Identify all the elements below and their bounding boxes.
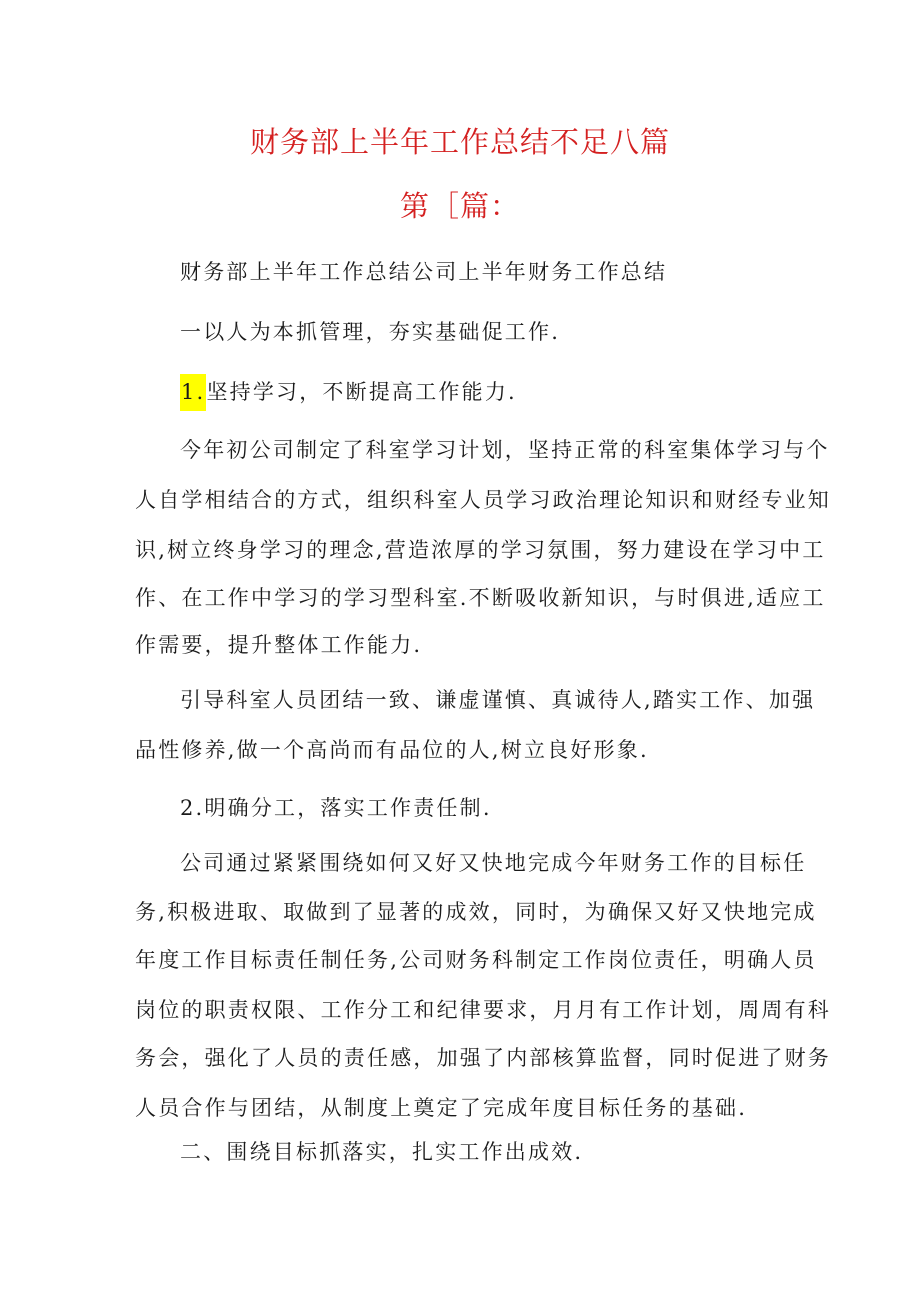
paragraph-line: 作需要，提升整体工作能力. <box>135 633 423 657</box>
paragraph-line: 年度工作目标责任制任务,公司财务科制定工作岗位责任，明确人员 <box>135 948 817 972</box>
paragraph-line: 作、在工作中学习的学习型科室.不断吸收新知识，与时俱进,适应工 <box>135 586 826 610</box>
numbered-heading-text: 坚持学习，不断提高工作能力. <box>206 380 517 404</box>
paragraph-line: 引导科室人员团结一致、谦虚谨慎、真诚待人,踏实工作、加强 <box>180 688 816 712</box>
section-heading-two: 二、围绕目标抓落实，扎实工作出成效. <box>180 1140 584 1164</box>
paragraph-line: 务,积极进取、取做到了显著的成效，同时，为确保又好又快地完成 <box>135 900 817 924</box>
paragraph-line: 岗位的职责权限、工作分工和纪律要求，月月有工作计划，周周有科 <box>135 998 831 1022</box>
paragraph-line: 识,树立终身学习的理念,营造浓厚的学习氛围，努力建设在学习中工 <box>135 538 826 562</box>
paragraph-line: 财务部上半年工作总结公司上半年财务工作总结 <box>180 260 668 284</box>
numbered-heading-one <box>180 382 517 403</box>
document-subtitle: 第［篇： <box>399 189 520 223</box>
numbered-heading-two: 2.明确分工，落实工作责任制. <box>180 796 492 820</box>
paragraph-line: 人员合作与团结，从制度上奠定了完成年度目标任务的基础. <box>135 1096 748 1120</box>
paragraph-line: 今年初公司制定了科室学习计划，坚持正常的科室集体学习与个 <box>180 438 830 462</box>
highlighted-number: 1. <box>180 374 206 411</box>
paragraph-line: 公司通过紧紧围绕如何又好又快地完成今年财务工作的目标任 <box>180 851 807 875</box>
paragraph-line: 务会，强化了人员的责任感，加强了内部核算监督，同时促进了财务 <box>135 1046 831 1070</box>
paragraph-line: 人自学相结合的方式，组织科室人员学习政治理论知识和财经专业知 <box>135 488 831 512</box>
section-heading-one: 一以人为本抓管理，夯实基础促工作. <box>180 320 561 344</box>
paragraph-line: 品性修养,做一个高尚而有品位的人,树立良好形象. <box>135 738 649 762</box>
document-title: 财务部上半年工作总结不足八篇 <box>249 125 670 159</box>
